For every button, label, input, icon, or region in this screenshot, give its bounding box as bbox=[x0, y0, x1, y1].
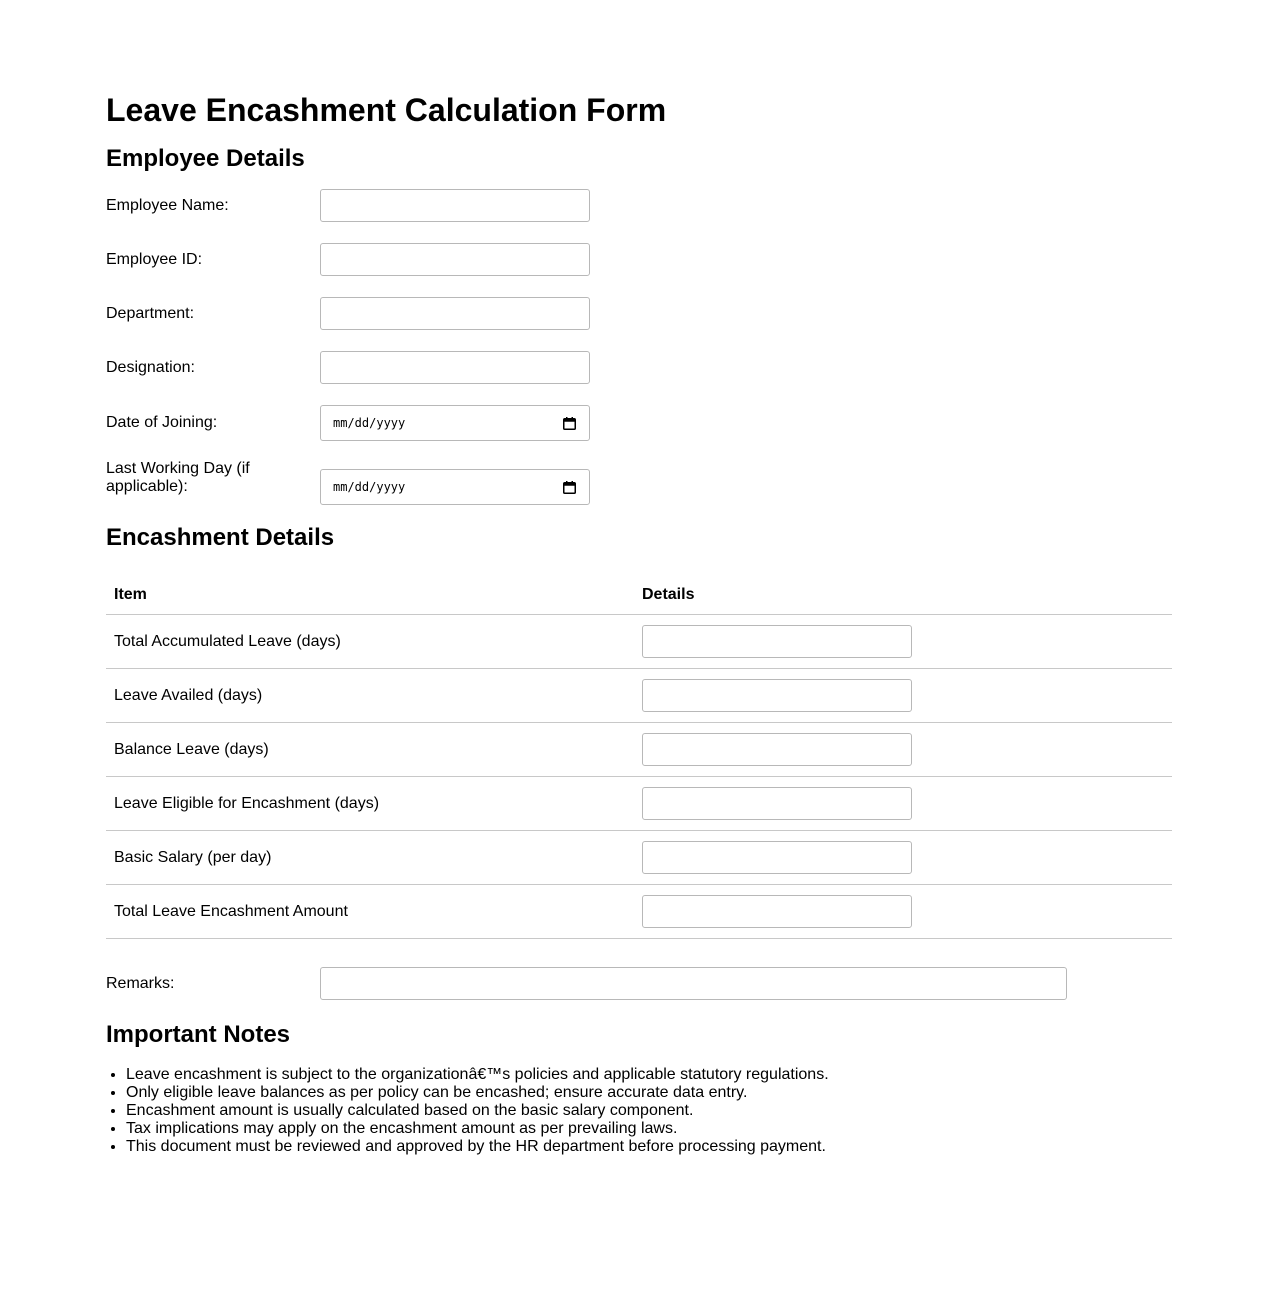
designation-input[interactable] bbox=[320, 351, 590, 384]
row-item-label: Balance Leave (days) bbox=[106, 723, 634, 777]
row-details-cell bbox=[634, 669, 1172, 723]
calendar-icon[interactable] bbox=[563, 417, 576, 430]
list-item: • Only eligible leave balances as per policy can be encashed; ensure accurate data entry. bbox=[126, 1084, 1166, 1102]
remarks-label: Remarks: bbox=[106, 975, 175, 992]
last-working-day-input[interactable] bbox=[320, 469, 590, 505]
date-of-joining-placeholder: mm/dd/yyyy bbox=[333, 416, 406, 430]
department-label: Department: bbox=[106, 305, 195, 322]
notes-list bbox=[106, 1066, 1166, 1156]
department-input[interactable] bbox=[320, 297, 590, 330]
row-item-label: Total Leave Encashment Amount bbox=[106, 885, 634, 939]
total-accumulated-leave-input[interactable] bbox=[642, 625, 912, 658]
table-header-row bbox=[106, 576, 1172, 615]
employee-id-input[interactable] bbox=[320, 243, 590, 276]
employee-details-heading: Employee Details bbox=[106, 145, 305, 172]
basic-salary-input[interactable] bbox=[642, 841, 912, 874]
total-encashment-amount-input[interactable] bbox=[642, 895, 912, 928]
row-details-cell bbox=[634, 615, 1172, 669]
row-details-cell bbox=[634, 831, 1172, 885]
table-row bbox=[106, 669, 1172, 723]
list-item: • Tax implications may apply on the encashment amount as per prevailing laws. bbox=[126, 1120, 1166, 1138]
row-details-cell bbox=[634, 777, 1172, 831]
designation-label: Designation: bbox=[106, 359, 195, 376]
page-title: Leave Encashment Calculation Form bbox=[106, 92, 667, 128]
row-item-label: Leave Availed (days) bbox=[106, 669, 634, 723]
calendar-icon[interactable] bbox=[563, 481, 576, 494]
column-header-item: Item bbox=[106, 576, 634, 615]
last-working-day-placeholder: mm/dd/yyyy bbox=[333, 480, 406, 494]
important-notes-heading: Important Notes bbox=[106, 1021, 291, 1048]
table-row bbox=[106, 885, 1172, 939]
employee-name-input[interactable] bbox=[320, 189, 590, 222]
last-working-day-label: Last Working Day (if applicable): bbox=[106, 460, 250, 495]
date-of-joining-input[interactable] bbox=[320, 405, 590, 441]
encashment-table bbox=[106, 576, 1172, 939]
employee-name-label: Employee Name: bbox=[106, 197, 229, 214]
table-row bbox=[106, 615, 1172, 669]
row-item-label: Basic Salary (per day) bbox=[106, 831, 634, 885]
remarks-input[interactable] bbox=[320, 967, 1067, 1000]
table-row bbox=[106, 777, 1172, 831]
list-item: • This document must be reviewed and approved by the HR department before processing payment. bbox=[126, 1138, 1166, 1156]
row-item-label: Leave Eligible for Encashment (days) bbox=[106, 777, 634, 831]
table-row bbox=[106, 831, 1172, 885]
list-item: • Encashment amount is usually calculated based on the basic salary component. bbox=[126, 1102, 1166, 1120]
table-row bbox=[106, 723, 1172, 777]
leave-eligible-input[interactable] bbox=[642, 787, 912, 820]
list-item: • Leave encashment is subject to the organizationâ€™s policies and applicable statutory regulations. bbox=[126, 1066, 1166, 1084]
leave-availed-input[interactable] bbox=[642, 679, 912, 712]
encashment-details-heading: Encashment Details bbox=[106, 524, 335, 551]
row-item-label: Total Accumulated Leave (days) bbox=[106, 615, 634, 669]
balance-leave-input[interactable] bbox=[642, 733, 912, 766]
row-details-cell bbox=[634, 723, 1172, 777]
date-of-joining-label: Date of Joining: bbox=[106, 414, 218, 431]
row-details-cell bbox=[634, 885, 1172, 939]
column-header-details: Details bbox=[634, 576, 1172, 615]
employee-id-label: Employee ID: bbox=[106, 251, 203, 268]
